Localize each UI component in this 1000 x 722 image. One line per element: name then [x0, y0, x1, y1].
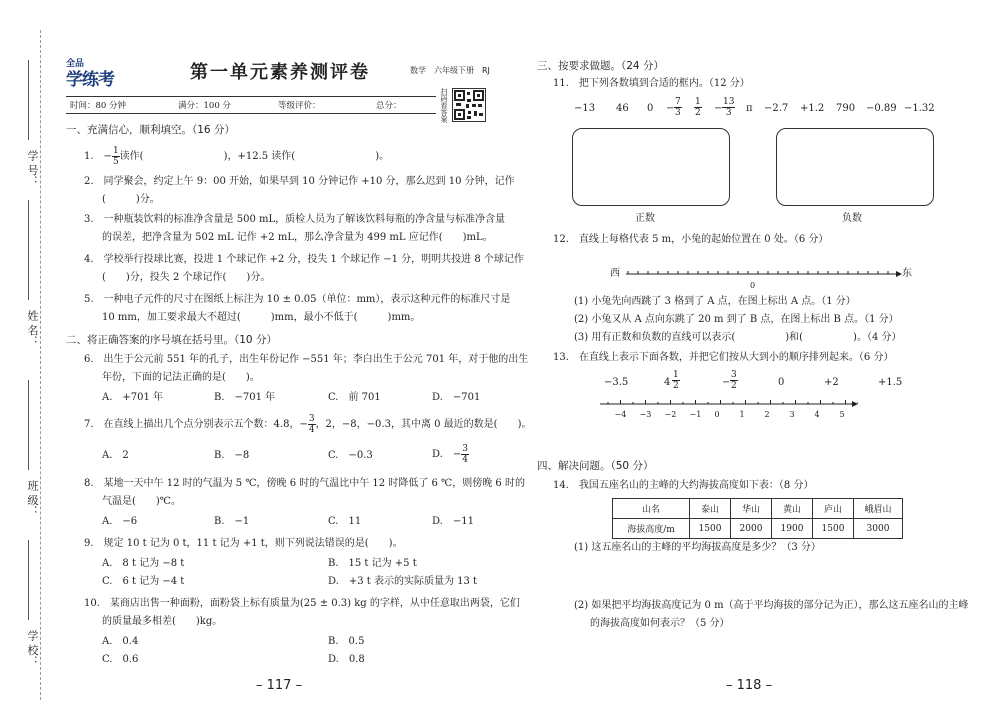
table-row [613, 519, 903, 539]
name-blank [28, 200, 29, 300]
q11-number-list: −13 46 0 − $\frac{7}{3}$ $\frac{1}{2}$ − $\frac{13}{3}$ π −2.7 +1.2 790 −0.89 −1.32 [574, 97, 935, 118]
question-9: 9. 规定 10 t 记为 0 t，11 t 记为 +1 t，则下列说法错误的是( )。 [84, 538, 403, 549]
positive-box-label: 正数 [635, 213, 655, 224]
student-number-blank [28, 60, 29, 140]
table-cell: 海拔高度/m [613, 519, 690, 539]
q9-option-a[interactable]: A. 8 t 记为 −8 t [102, 558, 185, 569]
tick-label: 1 [739, 410, 745, 419]
table-cell: 1500 [813, 519, 854, 539]
q9-option-b[interactable]: B. 15 t 记为 +5 t [328, 558, 417, 569]
q8-option-b[interactable]: B. −1 [214, 516, 250, 527]
question-10-line-2: 的质量最多相差( )kg。 [102, 616, 223, 627]
question-3-line-1: 3. 一种瓶装饮料的标准净含量是 500 mL，质检人员为了解该饮料每瓶的净含量与标准净含量 [84, 214, 506, 225]
tick-label: 2 [764, 410, 770, 419]
west-label: 西 [610, 268, 620, 279]
class-label: 班 级： [26, 480, 39, 517]
class-blank [28, 380, 29, 470]
student-number-label: 学 号： [26, 150, 39, 187]
table-cell: 华山 [731, 499, 772, 519]
page-title: 第一单元素养测评卷 [190, 62, 370, 83]
section-4-heading: 四、解决问题。（50 分） [537, 460, 654, 472]
table-cell: 泰山 [690, 499, 731, 519]
question-5-line-1: 5. 一种电子元件的尺寸在图纸上标注为 10 ± 0.05（单位：mm），表示这种元件的标准尺寸是 [84, 294, 511, 305]
positive-number-box[interactable] [572, 128, 730, 206]
mountain-height-table [612, 498, 903, 539]
q10-option-b[interactable]: B. 0.5 [328, 636, 365, 647]
fraction: $\frac{1}{5}$ [112, 146, 119, 167]
question-6-line-2: 年份，下面的记法正确的是( )。 [102, 372, 260, 383]
exam-full-score: 满分：100 分 [178, 101, 231, 111]
q14-part-2-line-2: 的海拔高度如何表示？（5 分） [590, 618, 730, 629]
q6-option-a[interactable]: A. +701 年 [102, 392, 164, 403]
exam-info-bar [66, 96, 436, 114]
section-3-heading: 三、按要求做题。（24 分） [537, 60, 664, 72]
q6-option-c[interactable]: C. 前 701 [328, 392, 381, 403]
table-cell: 山名 [613, 499, 690, 519]
tick-label: 0 [714, 410, 720, 419]
q12-axis [626, 268, 902, 282]
tick-label: −4 [614, 410, 627, 419]
table-cell: 1900 [772, 519, 813, 539]
q10-option-c[interactable]: C. 0.6 [102, 654, 139, 665]
question-4-line-1: 4. 学校举行投球比赛，投进 1 个球记作 +2 分，投失 1 个球记作 −1 分，明明共投进 8 个球记作 [84, 254, 524, 265]
tick-label: −1 [689, 410, 702, 419]
table-cell: 黄山 [772, 499, 813, 519]
fraction: $\frac{1}{2}$ [673, 370, 679, 391]
q8-option-a[interactable]: A. −6 [102, 516, 138, 527]
q6-option-d[interactable]: D. −701 [432, 392, 481, 403]
question-5-line-2: 10 mm，加工要求最大不超过( )mm，最小不低于( )mm。 [102, 312, 421, 323]
fraction: $\frac{13}{3}$ [723, 97, 735, 118]
exam-time: 时间：80 分钟 [70, 101, 127, 111]
q12-part-2: (2) 小兔又从 A 点向东跳了 20 m 到了 B 点，在图上标出 B 点。（1 分） [574, 314, 899, 325]
page-number-right: – 118 – [726, 678, 773, 693]
grade-evaluation: 等级评价： [278, 101, 321, 111]
binding-strip [0, 0, 60, 722]
tick-label: −3 [639, 410, 652, 419]
page-number-left: – 117 – [256, 678, 303, 693]
q13-axis [600, 398, 858, 410]
q8-option-d[interactable]: D. −11 [432, 516, 474, 527]
question-4-line-2: ( )分，投失 2 个球记作( )分。 [102, 272, 271, 283]
q12-part-1: (1) 小兔先向西跳了 3 格到了 A 点，在图上标出 A 点。（1 分） [574, 296, 856, 307]
question-7: 7. 在直线上描出几个点分别表示五个数：4.8，− $\frac{3}{4}$ ，2，−8，−0.3，其中离 0 最近的数是( )。 [84, 414, 532, 435]
q7-option-a[interactable]: A. 2 [102, 450, 129, 461]
q12-number-line[interactable] [600, 262, 920, 290]
table-cell: 3000 [854, 519, 903, 539]
fraction: $\frac{7}{3}$ [675, 97, 681, 118]
q8-option-c[interactable]: C. 11 [328, 516, 362, 527]
school-label: 学 校： [26, 630, 39, 667]
subject-grade: 数学 六年级下册 RJ [410, 66, 490, 75]
section-2-heading: 二、将正确答案的序号填在括号里。（10 分） [66, 334, 277, 346]
fraction: $\frac{3}{4}$ [462, 444, 468, 465]
qr-code-icon[interactable] [452, 88, 486, 122]
tick-label: 4 [814, 410, 820, 419]
fraction: $\frac{1}{2}$ [695, 97, 701, 118]
question-3-line-2: 的误差，把净含量为 502 mL 记作 +2 mL，那么净含量为 499 mL 应记作( )mL。 [102, 232, 493, 243]
question-2-line-1: 2. 同学聚会，约定上午 9：00 开始，如果早到 10 分钟记作 +10 分，那么迟到 10 分钟，记作 [84, 176, 515, 187]
question-6-line-1: 6. 出生于公元前 551 年的孔子，出生年份记作 −551 年；李白出生于公元 701 年，对于他的出生 [84, 354, 529, 365]
negative-box-label: 负数 [842, 213, 862, 224]
question-10-line-1: 10. 某商店出售一种面粉，面粉袋上标有质量为(25 ± 0.3) kg 的字样，从中任意取出两袋，它们 [84, 598, 520, 609]
q10-option-d[interactable]: D. 0.8 [328, 654, 365, 665]
q7-option-c[interactable]: C. −0.3 [328, 450, 373, 461]
table-cell: 峨眉山 [854, 499, 903, 519]
question-14: 14. 我国五座名山的主峰的大约海拔高度如下表：（8 分） [553, 480, 814, 491]
east-label: 东 [902, 268, 912, 279]
tick-label: 3 [789, 410, 795, 419]
question-13: 13. 在直线上表示下面各数，并把它们按从大到小的顺序排列起来。（6 分） [553, 352, 894, 363]
question-12: 12. 直线上每格代表 5 m，小兔的起始位置在 0 处。（6 分） [553, 234, 829, 245]
binding-dashed-line [40, 30, 41, 700]
table-cell: 1500 [690, 519, 731, 539]
q14-part-2-line-1: (2) 如果把平均海拔高度记为 0 m（高于平均海拔的部分记为正），那么这五座名山的主峰 [574, 600, 969, 611]
total-score: 总分： [376, 101, 402, 111]
brand-logo: 全品 学练考 [66, 59, 114, 90]
q9-option-d[interactable]: D. +3 t 表示的实际质量为 13 t [328, 576, 478, 587]
scan-label: 扫码看答案 [440, 88, 448, 123]
q7-option-d[interactable]: D. − $\frac{3}{4}$ [432, 444, 468, 465]
question-11: 11. 把下列各数填到合适的框内。（12 分） [553, 78, 750, 89]
q13-number-line[interactable] [600, 398, 860, 422]
q12-part-3: (3) 用有正数和负数的直线可以表示( )和( )。（4 分） [574, 332, 902, 343]
school-blank [28, 540, 29, 620]
table-cell: 2000 [731, 519, 772, 539]
negative-number-box[interactable] [776, 128, 934, 206]
q10-option-a[interactable]: A. 0.4 [102, 636, 139, 647]
q13-number-list: −3.5 4 $\frac{1}{2}$ − $\frac{3}{2}$ 0 +2 +1.5 [604, 370, 903, 391]
table-header-row [613, 499, 903, 519]
table-cell: 庐山 [813, 499, 854, 519]
q14-part-1: (1) 这五座名山的主峰的平均海拔高度是多少？（3 分） [574, 542, 821, 553]
tick-label: −2 [664, 410, 677, 419]
q7-option-b[interactable]: B. −8 [214, 450, 250, 461]
question-2-line-2: ( )分。 [102, 194, 160, 205]
fraction: $\frac{3}{4}$ [308, 414, 315, 435]
question-8-line-2: 气温是( )℃。 [102, 496, 181, 507]
fraction: $\frac{3}{2}$ [731, 370, 737, 391]
section-1-heading: 一、充满信心，顺利填空。（16 分） [66, 124, 235, 136]
q9-option-c[interactable]: C. 6 t 记为 −4 t [102, 576, 185, 587]
name-label: 姓 名： [26, 310, 39, 347]
tick-label: 5 [839, 410, 845, 419]
q12-zero-label: 0 [750, 281, 756, 290]
question-1: 1. − $\frac{1}{5}$ 读作( )，+12.5 读作( )。 [84, 146, 390, 167]
question-8-line-1: 8. 某地一天中午 12 时的气温为 5 ℃，傍晚 6 时的气温比中午 12 时降低了 6 ℃，则傍晚 6 时的 [84, 478, 525, 489]
q6-option-b[interactable]: B. −701 年 [214, 392, 276, 403]
